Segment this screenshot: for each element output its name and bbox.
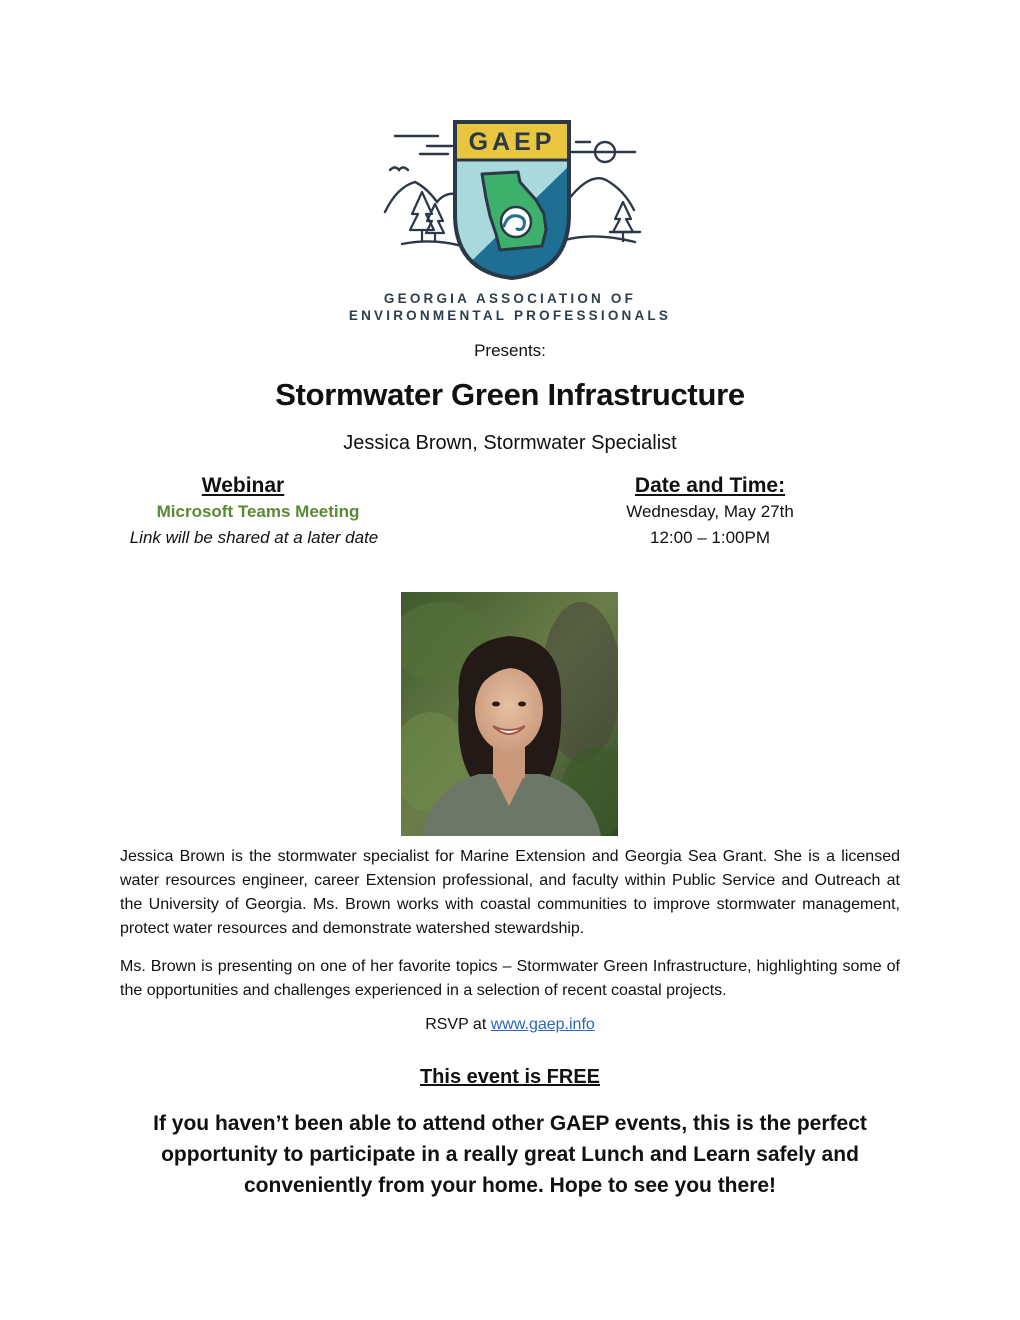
closing-message: If you haven’t been able to attend other GAEP events, this is the perfect opportunity to participate in a really great Lunch and Learn safely and conveniently from your home. Hope to see you there! bbox=[153, 1112, 867, 1197]
bio-paragraph-1: Jessica Brown is the stormwater specialist for Marine Extension and Georgia Sea Grant. She is a licensed water resources engineer, career Extension professional, and faculty within Public Service and Outreach at the University of Georgia. Ms. Brown works with coastal communities to improve stormwater management, protect water resources and demonstrate watershed stewardship. bbox=[120, 848, 900, 937]
event-date: Wednesday, May 27th bbox=[626, 502, 794, 521]
free-notice: This event is FREE bbox=[419, 1066, 601, 1088]
date-time-heading: Date and Time: bbox=[634, 474, 786, 497]
logo-org-name-line-1: GEORGIA ASSOCIATION OF bbox=[383, 291, 637, 306]
presents-label: Presents: bbox=[474, 341, 546, 360]
webinar-heading: Webinar bbox=[201, 474, 285, 497]
rsvp-prefix: RSVP at bbox=[425, 1016, 491, 1033]
speaker-photo bbox=[401, 592, 618, 836]
rsvp-line bbox=[0, 1016, 1020, 1034]
logo-acronym: GAEP bbox=[468, 128, 556, 156]
rsvp-link[interactable]: www.gaep.info bbox=[490, 1016, 595, 1033]
bio-paragraph-2: Ms. Brown is presenting on one of her favorite topics – Stormwater Green Infrastructure, highlighting some of the opportunities and challenges experienced in a selection of recent coastal projects. bbox=[120, 958, 900, 999]
gaep-logo-emblem bbox=[340, 112, 680, 282]
link-note: Link will be shared at a later date bbox=[129, 528, 379, 547]
event-time: 12:00 – 1:00PM bbox=[649, 528, 771, 547]
event-title: Stormwater Green Infrastructure bbox=[275, 377, 745, 412]
speaker-line: Jessica Brown, Stormwater Specialist bbox=[343, 432, 677, 454]
platform-label: Microsoft Teams Meeting bbox=[156, 502, 360, 521]
logo-org-name-line-2: ENVIRONMENTAL PROFESSIONALS bbox=[348, 308, 672, 323]
